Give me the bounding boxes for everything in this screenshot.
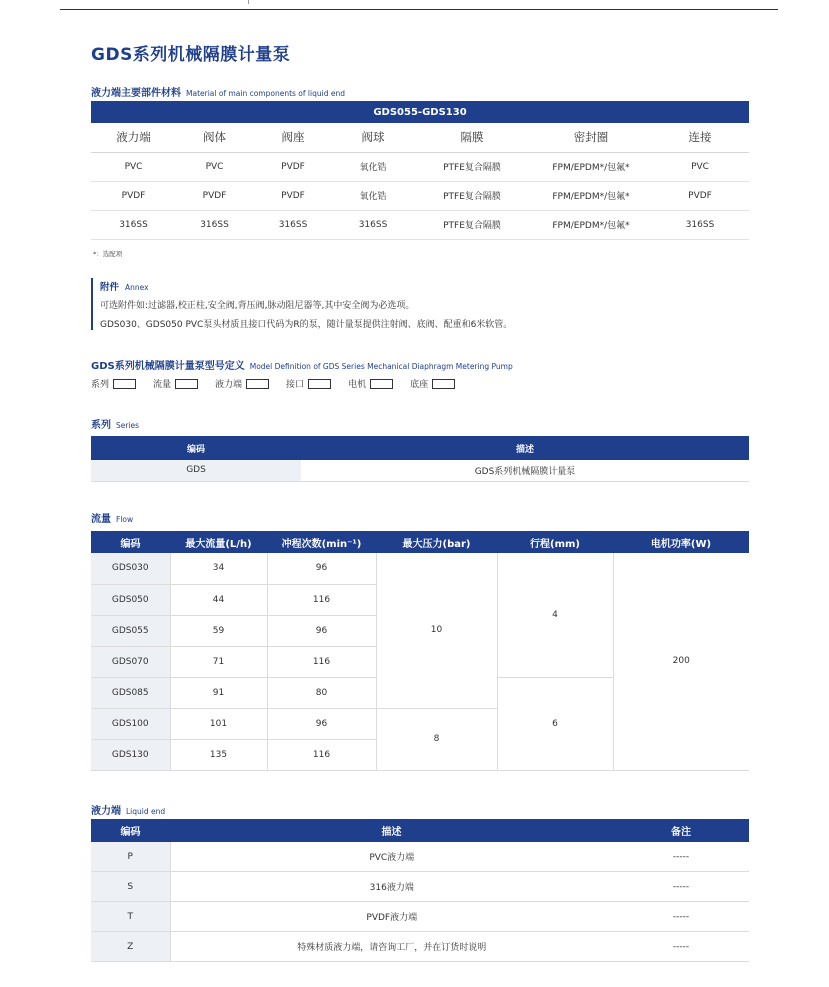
annex-title-en: Annex [125, 283, 149, 292]
materials-header: 密封圈 [531, 123, 651, 152]
liquid-header: 描述 [170, 819, 613, 842]
flow-code: GDS085 [91, 677, 170, 708]
model-field [153, 377, 198, 390]
page-title: GDS系列机械隔膜计量泵 [91, 45, 291, 65]
annex-title: 附件 [100, 282, 120, 293]
materials-cell: FPM/EPDM*/包氟* [531, 152, 651, 181]
liquid-title-en: Liquid end [126, 807, 166, 816]
materials-cell: PVDF [91, 181, 176, 210]
flow-code: GDS055 [91, 615, 170, 646]
materials-cell: PVC [91, 152, 176, 181]
materials-cell: 316SS [651, 210, 749, 239]
flow-strokes: 116 [267, 646, 376, 677]
model-def-heading [91, 357, 513, 372]
liquid-header: 编码 [91, 819, 170, 842]
flow-table [91, 531, 749, 771]
materials-cell: PVDF [651, 181, 749, 210]
materials-heading [91, 84, 345, 99]
liquid-code: S [91, 872, 170, 902]
model-field [215, 377, 269, 390]
flow-max-flow: 71 [170, 646, 267, 677]
flow-header: 最大流量(L/h) [170, 531, 267, 553]
model-field [286, 377, 331, 390]
model-def-title: GDS系列机械隔膜计量泵型号定义 [91, 361, 245, 372]
model-field-label: 底座 [410, 380, 429, 390]
model-code-row [91, 377, 472, 390]
flow-title: 流量 [91, 514, 111, 525]
liquid-code: Z [91, 932, 170, 962]
materials-header: 液力端 [91, 123, 176, 152]
liquid-table [91, 819, 749, 962]
flow-max-flow: 101 [170, 708, 267, 739]
model-field-box [370, 379, 393, 389]
liquid-desc: 316液力端 [170, 872, 613, 902]
flow-max-flow: 59 [170, 615, 267, 646]
materials-cell: PTFE复合隔膜 [413, 210, 531, 239]
materials-title: 液力端主要部件材料 [91, 88, 181, 99]
flow-heading [91, 510, 133, 525]
flow-strokes: 96 [267, 553, 376, 584]
flow-strokes: 96 [267, 615, 376, 646]
materials-cell: 氧化锆 [333, 181, 413, 210]
materials-cell: 316SS [91, 210, 176, 239]
flow-stroke-length: 4 [497, 553, 613, 677]
materials-cell: 316SS [176, 210, 253, 239]
materials-cell: FPM/EPDM*/包氟* [531, 181, 651, 210]
model-field-label: 电机 [348, 380, 367, 390]
liquid-code: P [91, 842, 170, 872]
materials-cell: PVC [651, 152, 749, 181]
flow-stroke-length: 6 [497, 677, 613, 770]
materials-cell: FPM/EPDM*/包氟* [531, 210, 651, 239]
materials-title-en: Material of main components of liquid end [186, 89, 345, 98]
annex-heading [100, 279, 149, 293]
optional-note: *：选配项 [93, 250, 123, 258]
flow-strokes: 80 [267, 677, 376, 708]
flow-max-flow: 34 [170, 553, 267, 584]
flow-power: 200 [613, 553, 749, 770]
materials-table [91, 101, 749, 240]
materials-cell: PVC [176, 152, 253, 181]
liquid-title: 液力端 [91, 806, 121, 817]
liquid-remark: ----- [613, 932, 749, 962]
model-field-label: 系列 [91, 380, 110, 390]
series-desc: GDS系列机械隔膜计量泵 [301, 460, 749, 481]
flow-header: 行程(mm) [497, 531, 613, 553]
model-field [348, 377, 393, 390]
flow-strokes: 96 [267, 708, 376, 739]
model-field-label: 流量 [153, 380, 172, 390]
materials-cell: PTFE复合隔膜 [413, 152, 531, 181]
flow-pressure: 8 [376, 708, 497, 770]
flow-pressure: 10 [376, 553, 497, 708]
materials-cell: 316SS [253, 210, 333, 239]
model-field-box [432, 379, 455, 389]
series-heading [91, 416, 139, 431]
model-field-label: 接口 [286, 380, 305, 390]
liquid-remark: ----- [613, 872, 749, 902]
materials-header: 阀球 [333, 123, 413, 152]
flow-code: GDS070 [91, 646, 170, 677]
liquid-desc: PVC液力端 [170, 842, 613, 872]
flow-strokes: 116 [267, 739, 376, 770]
series-title: 系列 [91, 420, 111, 431]
materials-cell: PTFE复合隔膜 [413, 181, 531, 210]
model-range-bar: GDS055-GDS130 [91, 101, 749, 123]
liquid-desc: PVDF液力端 [170, 902, 613, 932]
model-field-box [246, 379, 269, 389]
liquid-header: 备注 [613, 819, 749, 842]
materials-cell: PVDF [253, 181, 333, 210]
annex-accent-bar [91, 278, 93, 330]
materials-header: 阀座 [253, 123, 333, 152]
flow-code: GDS130 [91, 739, 170, 770]
materials-header: 阀体 [176, 123, 253, 152]
model-field [410, 377, 455, 390]
flow-code: GDS030 [91, 553, 170, 584]
annex-line: GDS030、GDS050 PVC泵头材质且接口代码为R的泵，随计量泵提供注射阀、底阀、配重和6米软管。 [100, 320, 513, 330]
series-table [91, 436, 749, 482]
flow-code: GDS100 [91, 708, 170, 739]
liquid-code: T [91, 902, 170, 932]
flow-header: 编码 [91, 531, 170, 553]
model-field [91, 377, 136, 390]
series-header: 编码 [91, 436, 301, 460]
materials-cell: PVDF [176, 181, 253, 210]
liquid-remark: ----- [613, 902, 749, 932]
header-rule [60, 9, 778, 10]
flow-header: 电机功率(W) [613, 531, 749, 553]
materials-cell: 氧化锆 [333, 152, 413, 181]
flow-strokes: 116 [267, 584, 376, 615]
flow-max-flow: 44 [170, 584, 267, 615]
model-field-label: 液力端 [215, 380, 243, 390]
flow-max-flow: 135 [170, 739, 267, 770]
liquid-remark: ----- [613, 842, 749, 872]
materials-cell: PVDF [253, 152, 333, 181]
series-title-en: Series [116, 421, 140, 430]
flow-code: GDS050 [91, 584, 170, 615]
flow-max-flow: 91 [170, 677, 267, 708]
liquid-desc: 特殊材质液力端，请咨询工厂，并在订货时说明 [170, 932, 613, 962]
materials-cell: 316SS [333, 210, 413, 239]
liquid-heading [91, 802, 165, 817]
model-field-box [175, 379, 198, 389]
flow-header: 冲程次数(min⁻¹) [267, 531, 376, 553]
model-field-box [113, 379, 136, 389]
flow-title-en: Flow [116, 515, 134, 524]
series-header: 描述 [301, 436, 749, 460]
top-mark [248, 0, 249, 4]
model-field-box [308, 379, 331, 389]
flow-header: 最大压力(bar) [376, 531, 497, 553]
materials-header: 连接 [651, 123, 749, 152]
materials-header: 隔膜 [413, 123, 531, 152]
series-code: GDS [91, 460, 301, 481]
annex-line: 可选附件如:过滤器,校正柱,安全阀,背压阀,脉动阻尼器等,其中安全阀为必选项。 [100, 301, 415, 311]
model-def-title-en: Model Definition of GDS Series Mechanical Diaphragm Metering Pump [249, 362, 513, 371]
